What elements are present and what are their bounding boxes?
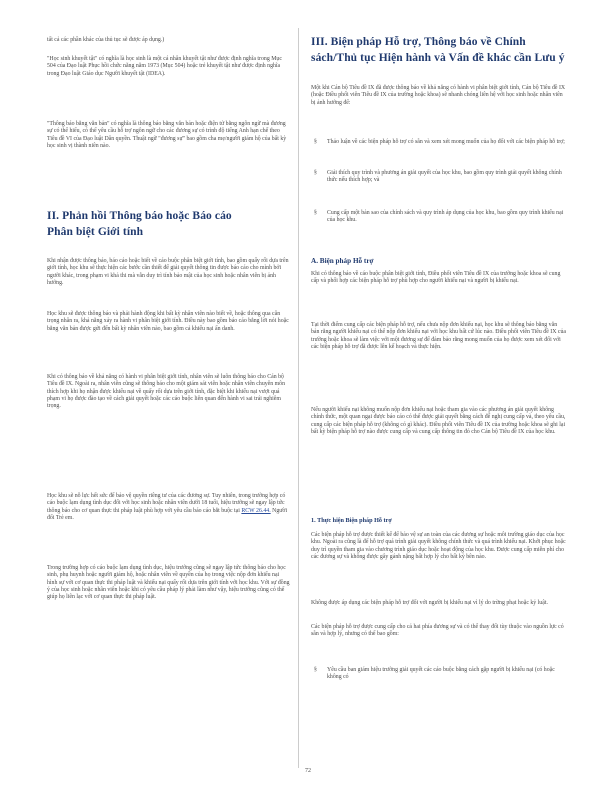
bullet-icon: § <box>314 170 317 176</box>
bullet-icon: § <box>314 139 317 145</box>
bullet-icon: § <box>314 210 317 216</box>
paragraph-response-4-text: Học khu sẽ nỗ lực hết sức để bảo vệ quyền riêng tư của các đương sự. Tuy nhiên, trong trường hợp có cáo buộc lạm dụng tình dục đối với học sinh hoặc nhân viên dưới 18 tuổi, hiệu trưởng sẽ ngay lập tức thông báo cho cơ quan thực thi pháp luật phù hợp với yêu cầu báo cáo bắt buộc tại <box>47 493 286 514</box>
paragraph-response-3: Khi có thông báo về khả năng có hành vi phân biệt giới tính, nhân viên sẽ luôn thông báo cho Cán bộ Tiêu đề IX. Ngoài ra, nhân viên cũng sẽ thông báo cho một giám sát viên hoặc nhân viên chuyên môn thích hợp khi họ nhận được khiếu nại về quấy rối dựa trên giới tính, đặc biệt khi khiếu nại vượt quá phạm vi họ được đào tạo về cách giải quyết hoặc các cáo buộc liên quan đến hành vi sai trái nghiêm trọng. <box>47 374 286 410</box>
paragraph-a3: Nếu người khiếu nại không muốn nộp đơn khiếu nại hoặc tham gia vào các phương án giải quyết không chính thức, một quan ngại được báo cáo có thể được giải quyết bằng cách để nghị cung cấp và, theo yêu cầu, cung cấp các biện pháp hỗ trợ (không có gì khác). Điều phối viên Tiêu đề IX của trường hoặc khoa sẽ ghi lại bất kỳ biện pháp hỗ trợ nào được cung cấp và cung cấp thông tin đó cho Cán bộ Tiêu đề IX của học khu. <box>311 407 566 435</box>
paragraph-intro: Một khi Cán bộ Tiêu đề IX đã được thông báo về khả năng có hành vi phân biệt giới tính, Cán bộ Tiêu đề IX (hoặc Điều phối viên Tiêu đề IX của trường hoặc khoa) sẽ nhanh chóng liên hệ với học sinh hoặc nhân viên bị ảnh hưởng để: <box>311 85 566 106</box>
bullet-item <box>311 210 567 225</box>
column-divider <box>298 28 299 768</box>
section-heading-2: II. Phản hồi Thông báo hoặc Báo cáo Phân biệt Giới tính <box>47 210 232 238</box>
paragraph-response-5: Trong trường hợp có cáo buộc lạm dụng tình dục, hiệu trưởng cũng sẽ ngay lập tức thông báo cho học sinh, phụ huynh hoặc người giám hộ, hoặc nhân viên về quyền của họ trong việc nộp đơn khiếu nại hình sự với cơ quan thực thi pháp luật và khiếu nại quấy rối dựa trên giới tính với học khu. Với sự đồng ý của học sinh hoặc nhân viên hoặc khi có yêu cầu pháp lý phải làm như vậy, hiệu trưởng cũng có thể giúp họ liên lạc với cơ quan thực thi pháp luật. <box>47 565 290 601</box>
bullet-text: Yêu cầu ban giám hiệu trường giải quyết các cáo buộc bằng cách gặp người bị khiếu nại (có hoặc không có <box>327 667 555 681</box>
subheading-1: 1. Thực hiện Biện pháp Hỗ trợ <box>311 517 392 524</box>
paragraph-top: tất cả các phần khác của thủ tục sẽ được áp dụng.) <box>47 37 165 43</box>
subheading-a: A. Biện pháp Hỗ trợ <box>311 257 374 265</box>
paragraph-a2: Tại thời điểm cung cấp các biện pháp hỗ trợ, nếu chưa nộp đơn khiếu nại, học khu sẽ thông báo bằng văn bản rằng người khiếu nại có thể nộp đơn khiếu nại với học khu bất cứ lúc nào. Điều phối viên Tiêu đề IX của trường hoặc khoa sẽ làm việc với một đương sự để đảm bảo rằng mong muốn của họ được xem xét đối với các biện pháp hỗ trợ đã được lên kế hoạch và thực hiện. <box>311 322 566 350</box>
paragraph-11: Các biện pháp hỗ trợ được thiết kế để bảo vệ sự an toàn của các đương sự hoặc môi trường giáo dục của học khu. Ngoài ra cũng là để hỗ trợ quá trình giải quyết không chính thức và quá trình khiếu nại. Khởi phục hoặc duy trì quyền tham gia vào chương trình giáo dục hoặc hoạt động của học khu. Được cung cấp miễn phí cho các đương sự và không được gây gánh nặng bất hợp lý cho bất kỳ bên nào. <box>311 532 566 560</box>
paragraph-response-2: Học khu sẽ được thông báo và phải hành động khi bất kỳ nhân viên nào biết về, hoặc thông qua cân trọng nhân ra, khả năng xảy ra hành vi phân biệt giới tính. Điều này bao gồm báo cáo bằng lời nói hoặc bằng văn bản được gửi đến bất kỳ nhân viên nào, bao gồm cả khiếu nại ẩn danh. <box>47 311 289 332</box>
bullet-item <box>311 667 567 682</box>
bullet-text: Cung cấp một bản sao của chính sách và quy trình áp dụng của học khu, bao gồm quy trình khiếu nại của học khu. <box>327 210 564 224</box>
bullet-text: Giải thích quy trình và phương án giải quyết của học khu, bao gồm quy trình giải quyết không chính thức nếu thích hợp; và <box>327 170 562 184</box>
paragraph-response-1: Khi nhận được thông báo, báo cáo hoặc biết về cáo buộc phân biệt giới tính, bao gồm quấy rối dựa trên giới tính, học khu sẽ thực hiện các bước cần thiết để giải quyết thông tin được báo cáo cho mình bởi người khác, trong phạm vi khả thi mà vẫn duy trì tính bảo mật của học sinh hoặc nhân viên bị ảnh hưởng. <box>47 258 289 286</box>
paragraph-definition-written-notice: "Thông báo bằng văn bản" có nghĩa là thông báo bằng văn bản hoặc điện tử bằng ngôn ngữ mà đương sự có thể hiểu, có thể yêu cầu hỗ trợ ngôn ngữ cho các đương sự có trình độ tiếng Anh hạn chế theo Tiêu đề VI của Đạo luật Dân quyền. Thuật ngữ "đương sự" bao gồm cha mẹ/người giám hộ của bất kỳ học sinh vị thành niên nào. <box>47 121 287 149</box>
paragraph-definition-disabled-student: "Học sinh khuyết tật" có nghĩa là học sinh là một cá nhân khuyết tật như được định nghĩa trong Mục 504 của Đạo luật Phục hồi chức năng năm 1973 (Mục 504) hoặc trẻ khuyết tật như được định nghĩa trong Đạo luật Giáo dục Người khuyết tật (IDEA). <box>47 56 282 77</box>
bullet-text: Thảo luận về các biện pháp hỗ trợ có sẵn và xem xét mong muốn của họ đối với các biện pháp hỗ trợ; <box>327 139 565 145</box>
paragraph-a1: Khi có thông báo về cáo buộc phân biệt giới tính, Điều phối viên Tiêu đề IX của trường hoặc khoa sẽ cung cấp và phối hợp các biện pháp hỗ trợ phù hợp cho người khiếu nại và người bị khiếu nại. <box>311 271 561 285</box>
paragraph-response-4 <box>47 493 290 522</box>
paragraph-13: Các biện pháp hỗ trợ được cung cấp cho cả hai phía đương sự và có thể thay đổi tùy thuộc vào nguồn lực có sẵn và hợp lý, nhưng có thể bao gồm: <box>311 624 564 638</box>
paragraph-response-4-tail: Người đối Trẻ em. <box>47 507 288 521</box>
paragraph-12: Không được áp dụng các biện pháp hỗ trợ đối với người bị khiếu nại vì lý do trừng phạt hoặc kỷ luật. <box>311 600 548 606</box>
bullet-icon: § <box>314 667 317 673</box>
bullet-item <box>311 170 567 185</box>
page-number: 72 <box>305 768 311 774</box>
bullet-item <box>311 139 567 146</box>
section-heading-3: III. Biện pháp Hỗ trợ, Thông báo về Chính sách/Thủ tục Hiện hành và Vấn đề khác cần Lưu ý <box>311 36 565 64</box>
rcw-link[interactable]: RCW 26.44. <box>241 507 271 514</box>
